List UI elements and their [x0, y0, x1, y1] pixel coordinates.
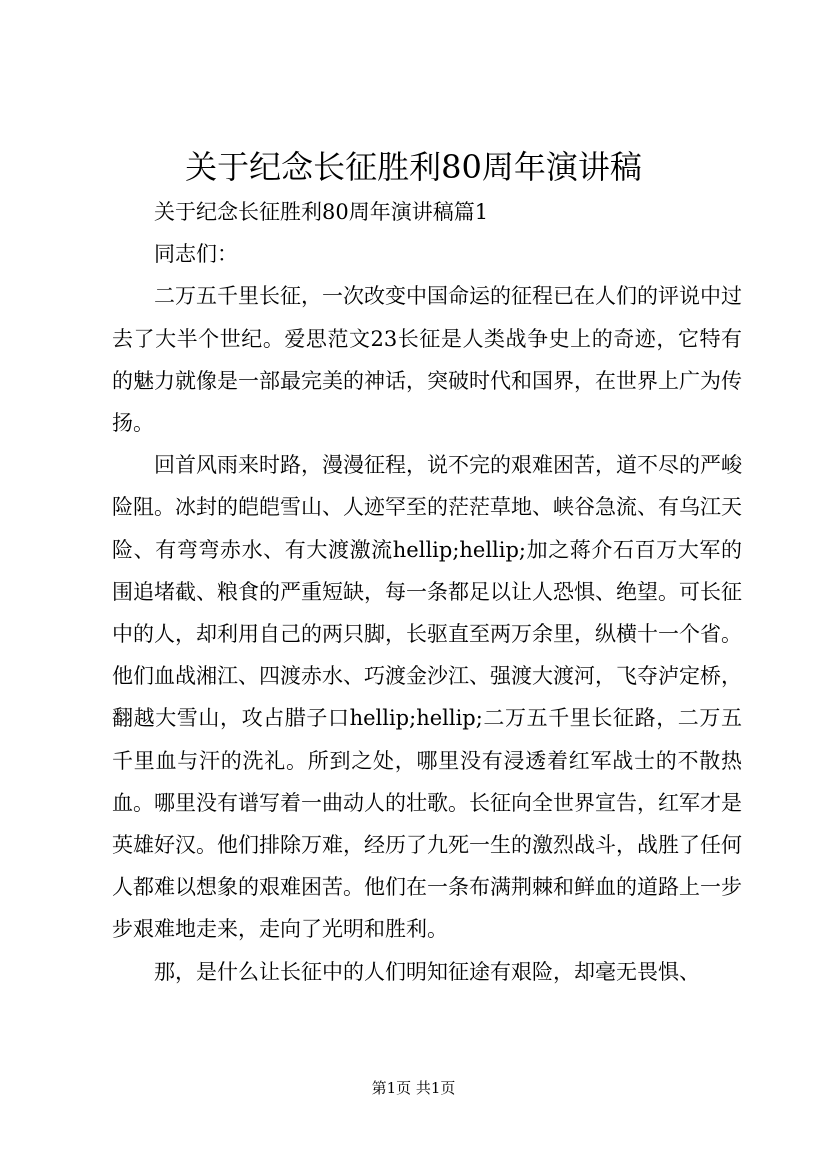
- document-body: [112, 191, 742, 993]
- salutation: 同志们：: [154, 242, 238, 267]
- body-paragraph-3: 那，是什么让长征中的人们明知征途有艰险，却毫无畏惧、: [154, 959, 700, 984]
- body-paragraph-2: 回首风雨来时路，漫漫征程，说不完的艰难困苦，道不尽的严峻险阻。冰封的皑皑雪山、人迹罕至的茫茫草地、峡谷急流、有乌江天险、有弯弯赤水、有大渡激流hellip;hellip;加之蒋介石百万大军的围追堵截、粮食的严重短缺，每一条都足以让人恐惧、绝望。可长征中的人，却利用自己的两只脚，长驱直至两万余里，纵横十一个省。他们血战湘江、四渡赤水、巧渡金沙江、强渡大渡河，飞夺泸定桥，翻越大雪山，攻占腊子口hellip;hellip;二万五千里长征路，二万五千里血与汗的洗礼。所到之处，哪里没有浸透着红军战士的不散热血。哪里没有谱写着一曲动人的壮歌。长征向全世界宣告，红军才是英雄好汉。他们排除万难，经历了九死一生的激烈战斗，战胜了任何人都难以想象的艰难困苦。他们在一条布满荆棘和鲜血的道路上一步步艰难地走来，走向了光明和胜利。: [112, 453, 742, 942]
- page-footer: 第1页 共1页: [371, 1079, 456, 1097]
- document-title: 关于纪念长征胜利80周年演讲稿: [185, 148, 642, 186]
- body-paragraph-1: 二万五千里长征，一次改变中国命运的征程已在人们的评说中过去了大半个世纪。爱思范文23长征是人类战争史上的奇迹，它特有的魅力就像是一部最完美的神话，突破时代和国界，在世界上广为传扬。: [112, 284, 742, 436]
- section-heading: 关于纪念长征胜利80周年演讲稿篇1: [154, 200, 489, 224]
